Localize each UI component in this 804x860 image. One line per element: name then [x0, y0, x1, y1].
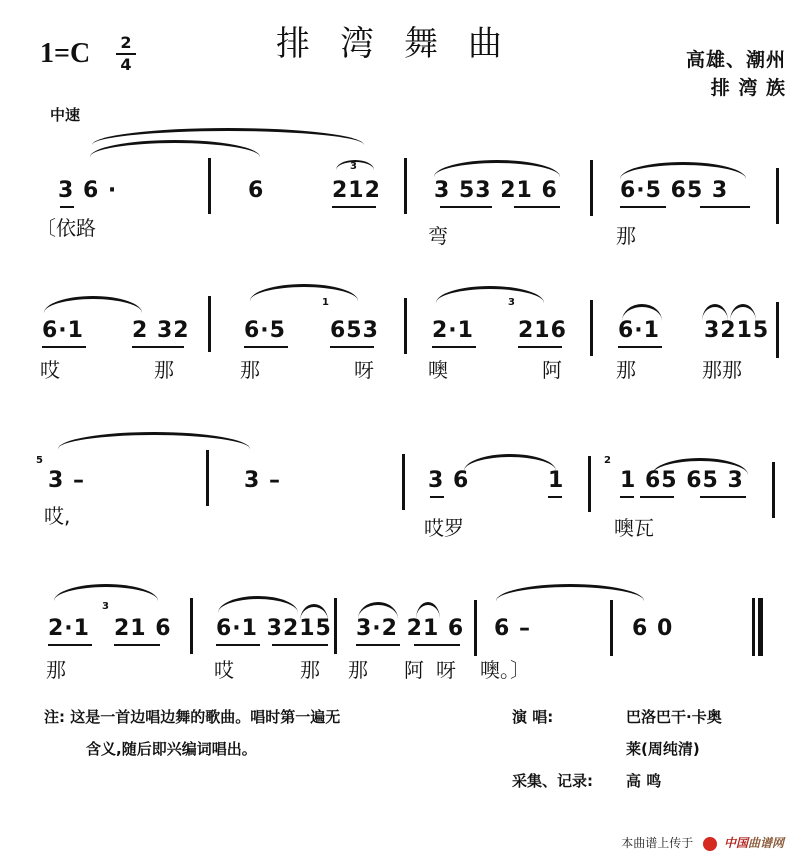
barline: [772, 462, 775, 518]
underline: [216, 644, 260, 646]
singer-name: 巴洛巴干·卡奥: [626, 708, 722, 726]
lyric: 那: [616, 358, 636, 382]
barline: [402, 454, 405, 510]
lyric: 弯: [428, 224, 448, 248]
barline: [206, 450, 209, 506]
barline: [590, 300, 593, 356]
lyric: 阿: [404, 658, 424, 682]
grace-note: 1: [322, 297, 329, 308]
origin-info: [686, 46, 786, 102]
annotation: [44, 702, 340, 732]
barline: [334, 598, 337, 654]
slur: [496, 584, 644, 601]
barline: [590, 160, 593, 216]
underline: [620, 206, 666, 208]
barline: [776, 302, 779, 358]
underline: [514, 206, 560, 208]
underline: [620, 496, 634, 498]
measure-14-notes: 6·1 3215: [216, 616, 332, 641]
underline: [332, 206, 376, 208]
measure-8-notes-b: 3215: [704, 318, 770, 343]
triplet-mark: 3: [350, 161, 357, 172]
underline: [700, 496, 746, 498]
underline: [42, 346, 86, 348]
singer-label: 演 唱:: [512, 708, 554, 726]
final-barline-thick: [758, 598, 763, 656]
lyric: 噢瓦: [614, 516, 654, 540]
lyric: 那那: [702, 358, 742, 382]
underline: [244, 346, 288, 348]
origin-ethnicity: 排 湾 族: [710, 77, 786, 99]
site-logo-icon: [703, 837, 717, 851]
brand-name-a: 中国: [723, 836, 748, 850]
upload-text: 本曲谱上传于: [621, 836, 694, 850]
song-title: 排湾舞曲: [276, 24, 532, 64]
measure-2-notes-b: 212: [332, 178, 381, 203]
underline: [114, 644, 160, 646]
lyric: 呀: [436, 658, 456, 682]
key-signature: 1=C: [40, 38, 91, 69]
grace-note: 3: [508, 297, 515, 308]
measure-12-notes: 1 65 65 3: [620, 468, 744, 493]
underline: [518, 346, 562, 348]
lyric: 那: [616, 224, 636, 248]
slur: [58, 432, 250, 449]
underline: [414, 644, 460, 646]
measure-8-notes: 6·1: [618, 318, 660, 343]
slur: [250, 284, 358, 301]
grace-note: 2: [604, 455, 611, 466]
underline: [430, 496, 444, 498]
tempo-marking: 中速: [50, 106, 81, 124]
lyric: 那: [240, 358, 260, 382]
measure-2-notes: 6: [248, 178, 265, 203]
lyric: 哎罗: [424, 516, 464, 540]
measure-7-notes: 2·1: [432, 318, 474, 343]
measure-17-notes: 6 0: [632, 616, 674, 641]
underline: [330, 346, 374, 348]
lyric: 那: [46, 658, 66, 682]
underline: [432, 346, 476, 348]
barline: [776, 168, 779, 224]
meter-top: 2: [120, 33, 132, 52]
annotation-line2: 含义,随后即兴编词唱出。: [86, 740, 257, 758]
lyric: 噢: [428, 358, 448, 382]
lyric: 那: [348, 658, 368, 682]
underline: [618, 346, 662, 348]
underline: [132, 346, 184, 348]
underline: [356, 644, 400, 646]
underline: [60, 206, 74, 208]
lyric: 呀: [354, 358, 374, 382]
underline: [700, 206, 750, 208]
lyric: 哎,: [44, 504, 71, 528]
lyric: 哎: [214, 658, 234, 682]
measure-3-notes: 3 53 21 6: [434, 178, 558, 203]
slur: [44, 296, 142, 313]
underline: [640, 496, 674, 498]
lyric: 阿: [542, 358, 562, 382]
underline: [48, 644, 92, 646]
measure-13-notes-b: 21 6: [114, 616, 172, 641]
measure-6-notes: 6·5: [244, 318, 286, 343]
grace-note: 3: [102, 601, 109, 612]
barline: [208, 158, 211, 214]
time-signature: [116, 34, 136, 74]
measure-5-notes: 6·1: [42, 318, 84, 343]
barline: [474, 600, 477, 656]
measure-1-notes: 3 6 ·: [58, 178, 118, 203]
slur: [54, 584, 158, 601]
measure-5-notes-b: 2 32: [132, 318, 190, 343]
meter-bottom: 4: [120, 55, 132, 74]
measure-16-notes: 6 –: [494, 616, 531, 641]
measure-6-notes-b: 653: [330, 318, 379, 343]
watermark: [621, 834, 784, 851]
lyric: 噢。〕: [480, 658, 530, 682]
barline: [190, 598, 193, 654]
annotation-line1: 这是一首边唱边舞的歌曲。唱时第一遍无: [70, 708, 341, 726]
measure-13-notes: 2·1: [48, 616, 90, 641]
barline: [208, 296, 211, 352]
barline: [404, 158, 407, 214]
underline: [440, 206, 492, 208]
lyric: 哎: [40, 358, 60, 382]
measure-4-notes: 6·5 65 3: [620, 178, 729, 203]
barline: [404, 298, 407, 354]
lyric: 那: [154, 358, 174, 382]
final-barline-thin: [752, 598, 755, 656]
collector-label: 采集、记录:: [512, 772, 593, 790]
annotation-label: 注:: [44, 708, 65, 726]
grace-note: 5: [36, 455, 43, 466]
underline: [548, 496, 562, 498]
lyric: 〔依路: [36, 216, 96, 240]
singer-name-cont: 莱(周纯清): [626, 740, 700, 758]
slur: [464, 454, 556, 471]
barline: [610, 600, 613, 656]
origin-region: 高雄、潮州: [685, 49, 786, 71]
slur: [436, 286, 544, 303]
slur: [434, 160, 560, 177]
measure-15-notes: 3·2 21 6: [356, 616, 465, 641]
measure-9-notes: 3 –: [48, 468, 85, 493]
measure-10-notes: 3 –: [244, 468, 281, 493]
collector-name: 高 鸣: [626, 772, 662, 790]
slur: [620, 162, 746, 179]
measure-7-notes-b: 216: [518, 318, 567, 343]
measure-11-notes: 3 6: [428, 468, 470, 493]
measure-11-notes-b: 1: [548, 468, 565, 493]
slur: [218, 596, 298, 613]
lyric: 那: [300, 658, 320, 682]
barline: [588, 456, 591, 512]
brand-name-b: 曲谱网: [747, 836, 784, 850]
underline: [272, 644, 328, 646]
